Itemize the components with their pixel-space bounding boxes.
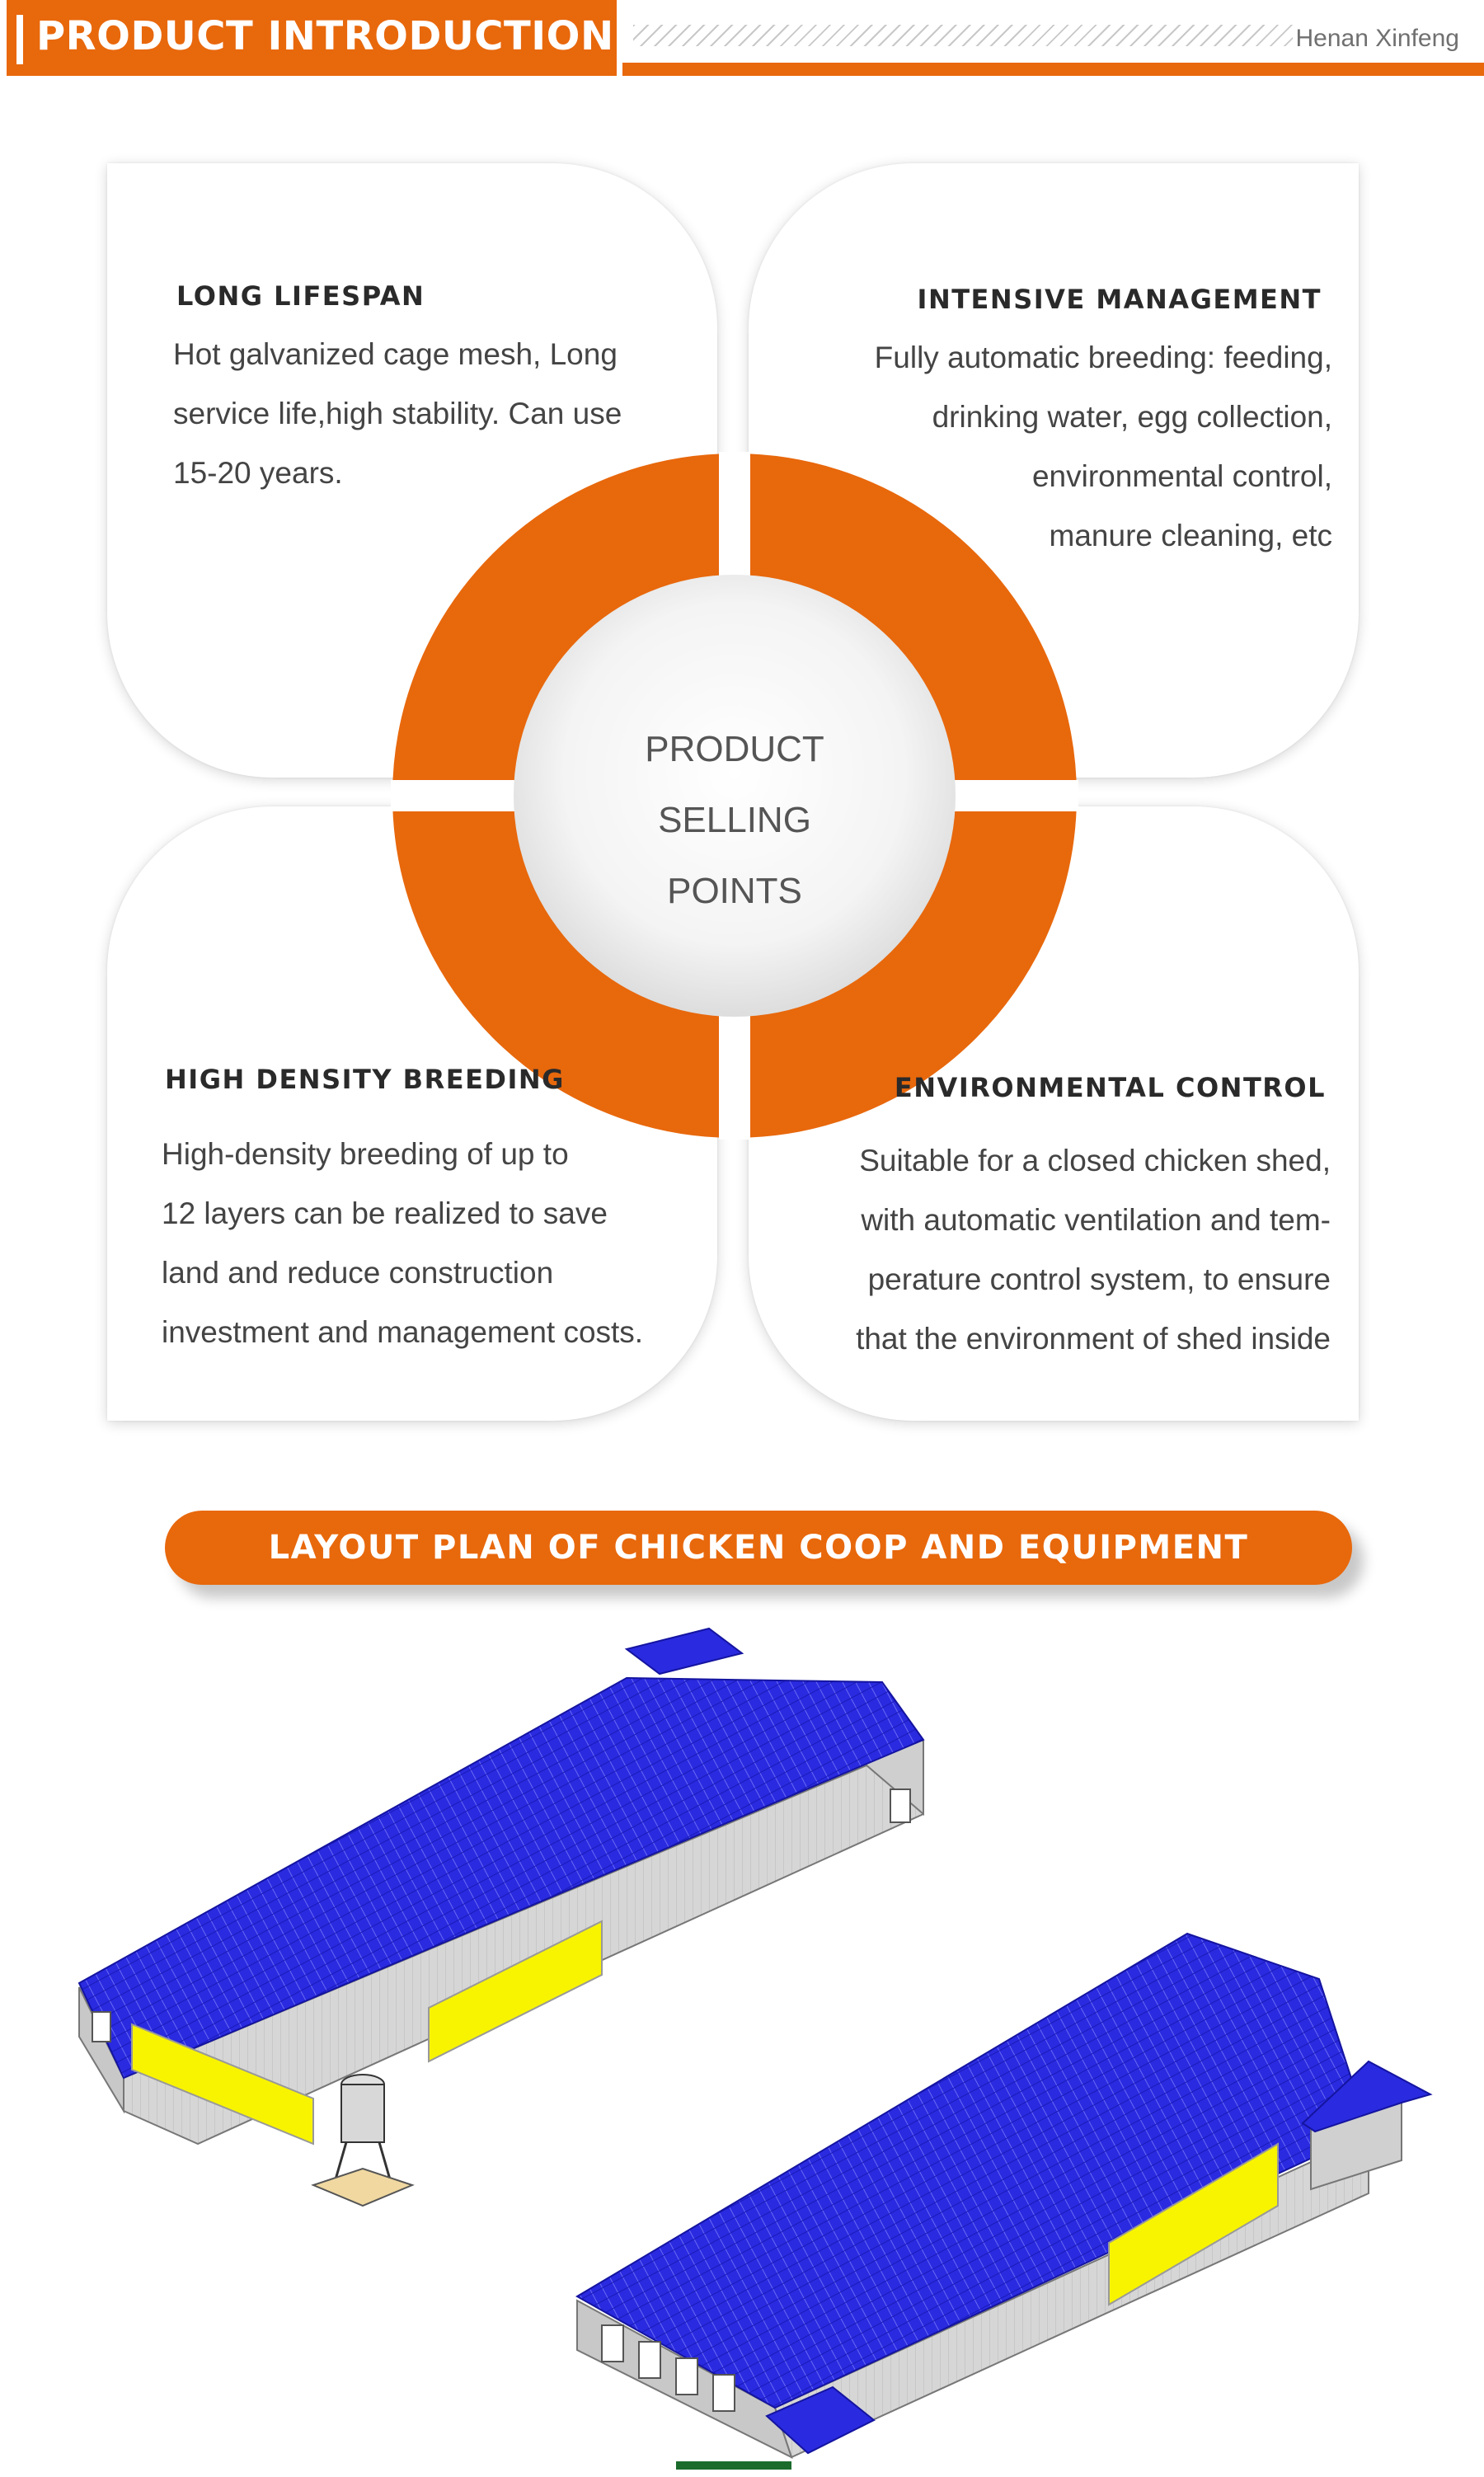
layout-plan-title: LAYOUT PLAN OF CHICKEN COOP AND EQUIPMENT	[268, 1529, 1249, 1567]
description-line: Suitable for a closed chicken shed,	[859, 1144, 1331, 1177]
feed-silo	[313, 2075, 412, 2206]
description-line: drinking water, egg collection,	[932, 400, 1332, 434]
green-pipe	[676, 2461, 791, 2470]
description-line: environmental control,	[1031, 459, 1332, 493]
selling-point-title: INTENSIVE MANAGEMENT	[917, 284, 1322, 315]
selling-point-title: HIGH DENSITY BREEDING	[165, 1064, 565, 1095]
section-header	[0, 0, 1484, 82]
center-label-line: SELLING	[658, 800, 811, 840]
selling-point-description	[856, 1131, 1331, 1369]
ring-center-label	[391, 714, 1078, 927]
center-label-line: PRODUCT	[645, 729, 824, 769]
silo-base	[313, 2169, 412, 2206]
chicken-coop-building-2	[577, 1934, 1430, 2470]
chicken-coop-layout-illustration	[0, 1608, 1484, 2474]
building-2-window	[639, 2342, 660, 2378]
building-2-window	[602, 2325, 623, 2362]
description-line: investment and management costs.	[162, 1315, 644, 1349]
description-line: Hot galvanized cage mesh, Long	[173, 337, 618, 371]
description-line: that the environment of shed inside	[856, 1322, 1331, 1356]
building-1-roof-annex	[627, 1629, 742, 1674]
description-line: High-density breeding of up to	[162, 1137, 569, 1171]
selling-point-title: LONG LIFESPAN	[176, 280, 425, 312]
description-line: Fully automatic breeding: feeding,	[874, 341, 1332, 374]
center-label-line: POINTS	[667, 871, 802, 911]
description-line: manure cleaning, etc	[1049, 519, 1332, 552]
building-1-door	[890, 1789, 910, 1822]
chicken-coop-building-1	[79, 1629, 923, 2206]
silo-body	[341, 2085, 384, 2142]
description-line: with automatic ventilation and tem-	[861, 1203, 1331, 1237]
section-title-tab	[7, 0, 617, 76]
building-2-window	[713, 2375, 735, 2411]
selling-point-description	[162, 1125, 643, 1362]
selling-point-description	[875, 328, 1332, 566]
brand-name: Henan Xinfeng	[1295, 25, 1459, 52]
description-line: 12 layers can be realized to save	[162, 1196, 608, 1230]
building-1-front-door	[92, 2012, 110, 2042]
title-accent-bar	[16, 15, 23, 64]
description-line: 15-20 years.	[173, 456, 343, 490]
description-line: land and reduce construction	[162, 1256, 554, 1290]
decorative-stripes	[633, 25, 1293, 46]
selling-point-description	[173, 325, 622, 503]
description-line: perature control system, to ensure	[867, 1262, 1331, 1296]
layout-plan-banner	[165, 1511, 1352, 1585]
selling-point-title: ENVIRONMENTAL CONTROL	[894, 1072, 1326, 1103]
description-line: service life,high stability. Can use	[173, 397, 622, 430]
section-title: PRODUCT INTRODUCTION	[36, 13, 614, 59]
coop-drawing	[0, 1608, 1484, 2474]
building-2-window	[676, 2358, 697, 2395]
header-underline	[622, 63, 1484, 76]
